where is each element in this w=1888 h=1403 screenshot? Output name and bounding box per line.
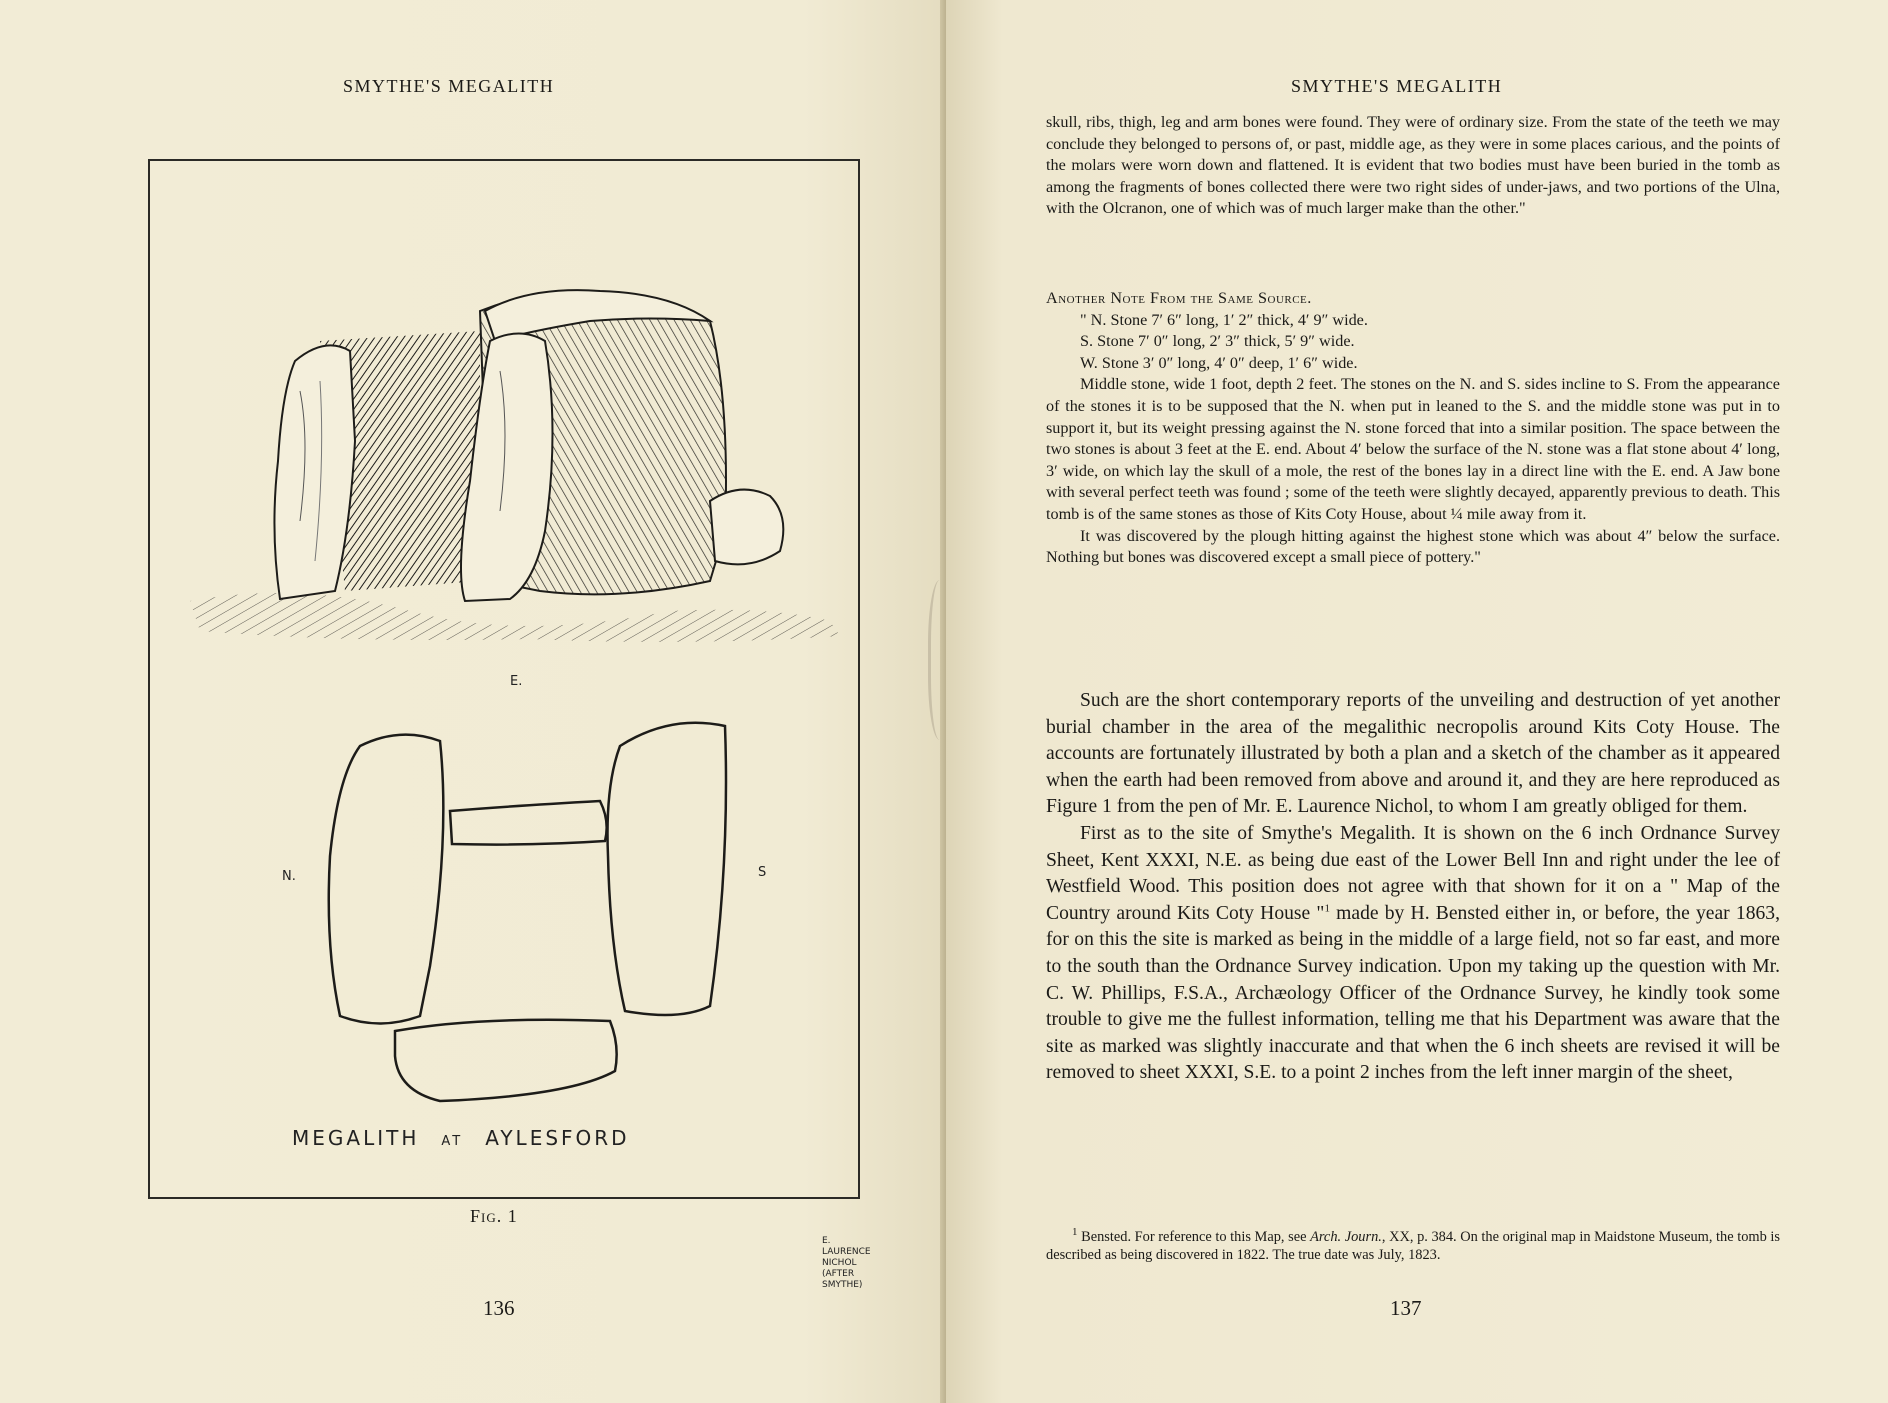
quoted-paragraph: skull, ribs, thigh, leg and arm bones were found. They were of ordinary size. From the state of the teeth we may conclude they belonged to persons of, or past, middle age, as they were in some places carious, and the points of the molars were worn down and flattened. It is evident that two bodies must have been buried in the tomb as among the fragments of bones collected there were two right sides of under-jaws, and two portions of the Ulna, with the Olcranon, one of which was of much larger make than the other." [1046,113,1780,218]
page-number: 136 [483,1296,515,1320]
plan-label-east: E. [510,674,523,689]
plan-south-stone [608,723,727,1015]
note-paragraph: Middle stone, wide 1 foot, depth 2 feet. The stones on the N. and S. sides incline to S. From the appearance of the stones it is to be supposed that the N. when put in leaned to the S. and the middle stone was put in to support it, but its weight pressing against the N. stone forced that into a similar position. The space between the two stones is about 3 feet at the E. end. About 4′ below the surface of the N. stone was a flat stone about 4′ long, 3′ wide, on which lay the skull of a mole, the rest of the bones lay in a direct line with the E. end. A Jaw bone with several perfect teeth was found ; some of the teeth were slightly decayed, apparently previous to death. This tomb is of the same stones as those of Kits Coty House, about ¼ mile away from it. [1046,375,1780,523]
figure-caption: Fig. 1 [470,1206,518,1226]
body-paragraph: Such are the short contemporary reports of the unveiling and destruction of yet another burial chamber in the area of the megalithic necropolis around Kits Coty House. The accounts are fortunately illustrated by both a plan and a sketch of the chamber as it appeared when the earth had been removed from above and around it, and they are here reproduced as Figure 1 from the pen of Mr. E. Laurence Nichol, to whom I am greatly obliged for them. [1046,690,1780,818]
plan-label-south: S [758,865,767,880]
plan-label-north: N. [282,869,296,884]
figure-title: MEGALITH AT AYLESFORD [292,1126,630,1150]
footnote-marker: 1 [1324,902,1330,915]
page-number: 137 [1390,1296,1422,1320]
megalith-plan [150,716,858,1136]
note-heading: Another Note From the Same Source. [1046,289,1312,307]
another-note [1046,288,1780,569]
figure-credit: E. LAURENCE NICHOL (AFTER SMYTHE) [822,1236,871,1290]
quoted-report [1046,112,1780,220]
measurement-line: S. Stone 7′ 0″ long, 2′ 3″ thick, 5′ 9″ wide. [1080,332,1355,351]
body-paragraph: First as to the site of Smythe's Megalith. It is shown on the 6 inch Ordnance Survey Sheet, Kent XXXI, N.E. as being due east of the Lower Bell Inn and right under the lee of Westfield Wood. This position does not agree with that shown for it on a " Map of the Country around Kits Coty House "$^1$ made by H. Bensted either in, or before, the year 1863, for on this the site is marked as being in the middle of a large field, not so far east, and more to the south than the Ordnance Survey indication. Upon my taking up the question with Mr. C. W. Phillips, F.S.A., Archæology Officer of the Ordnance Survey, he kindly took some trouble to give me the fullest information, telling me that his Department was aware that the site as marked was slightly inaccurate and that when the 6 inch sheets are revised it will be removed to sheet XXXI, S.E. to a point 2 inches from the left inner margin of the sheet, [1046,822,1780,1084]
note-paragraph: It was discovered by the plough hitting against the highest stone which was about 4″ below the surface. Nothing but bones was discovered except a small piece of pottery." [1046,526,1780,567]
body-text [1046,688,1780,1087]
right-page [946,0,1888,1403]
measurement-line: W. Stone 3′ 0″ long, 4′ 0″ deep, 1′ 6″ wide. [1080,353,1358,372]
plan-north-stone [329,735,444,1024]
plan-middle-stone [450,801,607,845]
footnote: $^1$ Bensted. For reference to this Map, see Arch. Journ., XX, p. 384. On the original map in Maidstone Museum, the tomb is described as being discovered in 1822. The true date was July, 1823. [1046,1226,1780,1263]
measurement-line: " N. Stone 7′ 6″ long, 1′ 2″ thick, 4′ 9″ wide. [1080,310,1368,329]
running-head: SMYTHE'S MEGALITH [1291,76,1503,96]
plan-west-stone [395,1020,617,1101]
megalith-sketch [150,281,858,701]
running-head: SMYTHE'S MEGALITH [343,76,555,96]
